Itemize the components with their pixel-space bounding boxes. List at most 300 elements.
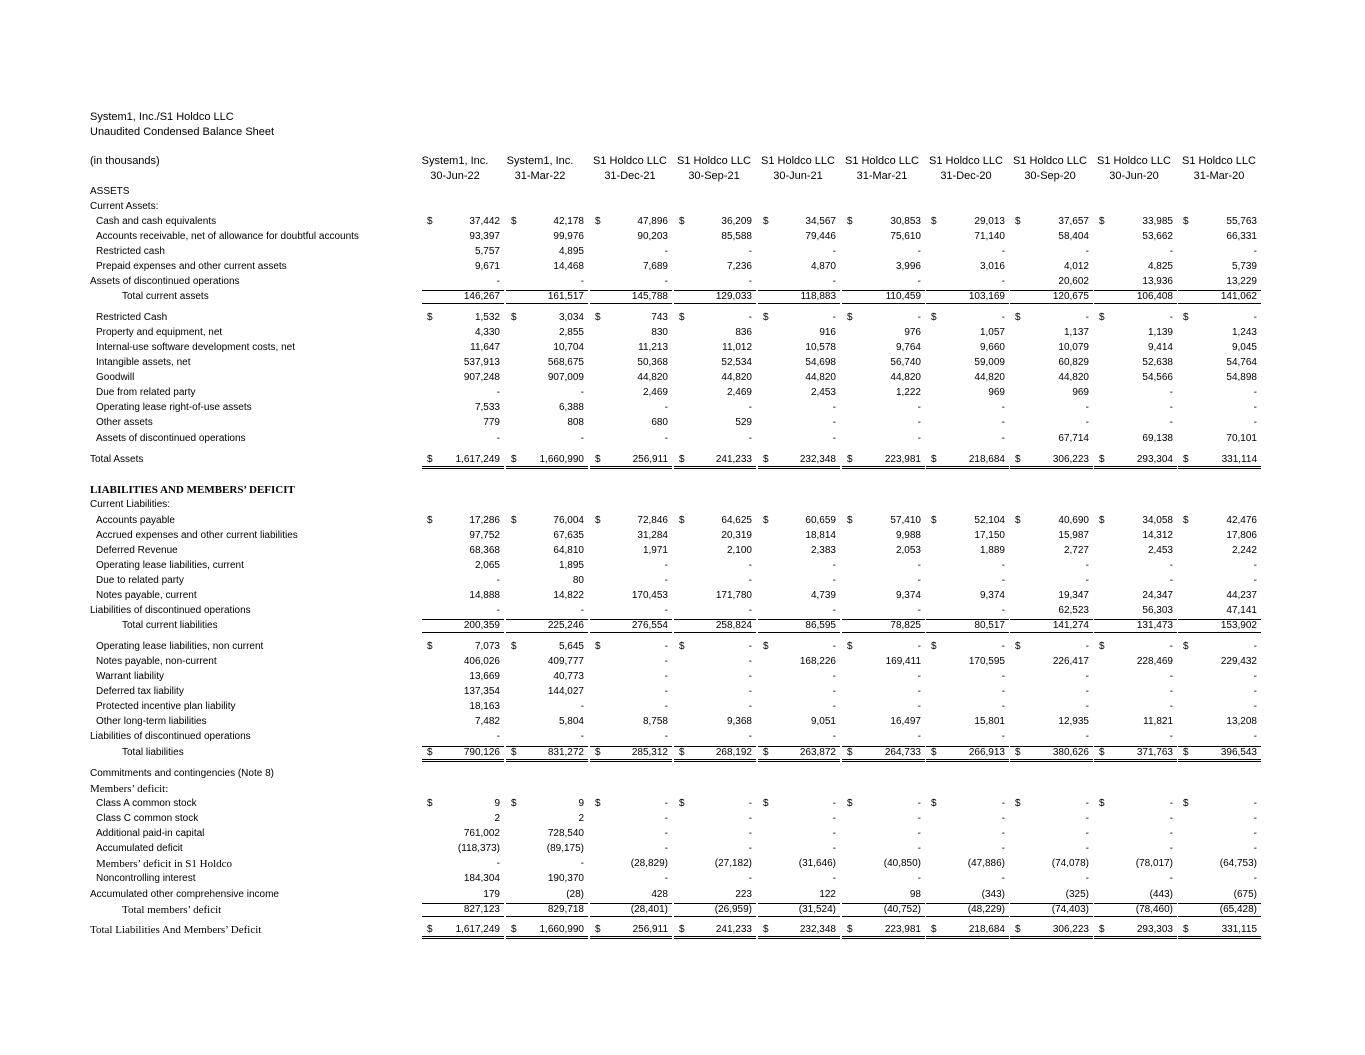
- table-cell-value: 9,374: [895, 590, 921, 601]
- table-cell-value: 11,012: [722, 342, 752, 353]
- table-cell-value: 3,996: [895, 261, 921, 272]
- table-cell-value: 223,981: [884, 924, 921, 935]
- table-cell-value: -: [748, 575, 752, 586]
- table-cell-value: -: [832, 798, 836, 809]
- table-cell-value: -: [496, 858, 500, 869]
- table-cell-value: 200,359: [463, 620, 500, 631]
- table-cell-value: -: [1169, 387, 1173, 398]
- currency-symbol: $: [679, 312, 685, 323]
- table-cell-value: -: [1253, 671, 1257, 682]
- table-cell-value: -: [1085, 798, 1089, 809]
- currency-symbol: $: [427, 515, 433, 526]
- currency-symbol: $: [427, 312, 433, 323]
- table-cell-value: -: [496, 276, 500, 287]
- row-label: Total Assets: [90, 454, 144, 465]
- rule-line: [590, 303, 672, 304]
- table-cell-value: (74,403): [1051, 904, 1089, 915]
- table-cell-value: (48,229): [967, 904, 1005, 915]
- currency-symbol: $: [1099, 924, 1105, 935]
- rule-line: [674, 746, 756, 747]
- table-cell-value: 13,936: [1142, 276, 1173, 287]
- rule-line: [842, 761, 925, 762]
- table-cell-value: -: [1001, 813, 1005, 824]
- row-label: Current Assets:: [90, 201, 159, 212]
- table-cell-value: 916: [819, 327, 836, 338]
- rule-line: [1010, 903, 1093, 904]
- currency-symbol: $: [511, 312, 517, 323]
- table-cell-value: 1,971: [642, 545, 668, 556]
- row-label: Additional paid-in capital: [96, 828, 205, 839]
- table-cell-value: -: [1169, 312, 1173, 323]
- table-cell-value: -: [832, 813, 836, 824]
- table-cell-value: 808: [567, 417, 584, 428]
- table-cell-value: 827,123: [463, 904, 500, 915]
- table-cell-value: 743: [651, 312, 668, 323]
- table-cell-value: 72,846: [637, 515, 668, 526]
- table-cell-value: -: [1169, 246, 1173, 257]
- table-cell-value: (325): [1065, 889, 1089, 900]
- table-cell-value: -: [917, 731, 921, 742]
- table-cell-value: 131,473: [1136, 620, 1173, 631]
- table-cell-value: -: [1001, 433, 1005, 444]
- rule-line: [1094, 632, 1177, 633]
- currency-symbol: $: [595, 924, 601, 935]
- table-cell-value: 36,209: [721, 216, 752, 227]
- table-cell-value: 106,408: [1136, 291, 1173, 302]
- table-cell-value: 19,347: [1058, 590, 1089, 601]
- table-cell-value: -: [496, 575, 500, 586]
- table-cell-value: 42,476: [1226, 515, 1257, 526]
- table-cell-value: -: [1169, 701, 1173, 712]
- rule-line: [1010, 761, 1093, 762]
- rule-line: [926, 290, 1009, 291]
- table-cell-value: 60,829: [1058, 357, 1089, 368]
- table-cell-value: 44,820: [974, 372, 1005, 383]
- currency-symbol: $: [679, 515, 685, 526]
- row-label: Other assets: [96, 417, 153, 428]
- table-cell-value: 78,825: [890, 620, 921, 631]
- rule-line: [590, 290, 672, 291]
- table-cell-value: 10,578: [805, 342, 836, 353]
- currency-symbol: $: [511, 515, 517, 526]
- column-header-date: 31-Mar-20: [1193, 170, 1245, 182]
- rule-line: [1094, 936, 1177, 937]
- currency-symbol: $: [1099, 747, 1105, 758]
- currency-symbol: $: [1183, 641, 1189, 652]
- table-cell-value: (65,428): [1219, 904, 1257, 915]
- table-cell-value: -: [1253, 417, 1257, 428]
- table-cell-value: 7,533: [474, 402, 500, 413]
- table-cell-value: 428: [651, 889, 668, 900]
- currency-symbol: $: [763, 216, 769, 227]
- table-cell-value: 62,523: [1058, 605, 1089, 616]
- table-cell-value: 9,045: [1231, 342, 1257, 353]
- table-cell-value: -: [1001, 276, 1005, 287]
- table-cell-value: -: [1253, 701, 1257, 712]
- table-cell-value: -: [664, 843, 668, 854]
- table-cell-value: 2: [578, 813, 584, 824]
- rule-line: [422, 303, 504, 304]
- row-label: Total members’ deficit: [122, 904, 222, 916]
- table-cell-value: 331,114: [1221, 454, 1257, 465]
- table-cell-value: 56,740: [890, 357, 921, 368]
- rule-line: [506, 916, 588, 917]
- table-cell-value: -: [1169, 843, 1173, 854]
- table-cell-value: -: [832, 828, 836, 839]
- table-cell-value: 76,004: [553, 515, 584, 526]
- table-cell-value: -: [748, 686, 752, 697]
- table-cell-value: (47,886): [967, 858, 1005, 869]
- currency-symbol: $: [679, 798, 685, 809]
- currency-symbol: $: [511, 747, 517, 758]
- row-label: Accounts receivable, net of allowance for doubtful accounts: [96, 231, 359, 242]
- table-cell-value: 537,913: [463, 357, 500, 368]
- table-cell-value: -: [1085, 701, 1089, 712]
- column-header-entity: S1 Holdco LLC: [1097, 155, 1171, 167]
- table-cell-value: -: [496, 433, 500, 444]
- table-cell-value: 20,602: [1058, 276, 1089, 287]
- table-cell-value: -: [1253, 387, 1257, 398]
- table-cell-value: 44,820: [1058, 372, 1089, 383]
- row-label: Operating lease liabilities, non current: [96, 641, 264, 652]
- rule-line: [842, 916, 925, 917]
- rule-line: [506, 619, 588, 620]
- table-cell-value: 409,777: [547, 656, 584, 667]
- table-cell-value: -: [917, 873, 921, 884]
- table-cell-value: 5,757: [474, 246, 500, 257]
- table-cell-value: -: [917, 605, 921, 616]
- table-cell-value: 229,432: [1220, 656, 1257, 667]
- table-cell-value: 18,163: [469, 701, 500, 712]
- table-cell-value: 9,414: [1147, 342, 1173, 353]
- table-cell-value: -: [917, 560, 921, 571]
- table-cell-value: -: [917, 828, 921, 839]
- rule-line: [758, 746, 840, 747]
- rule-line: [926, 916, 1009, 917]
- table-cell-value: 830: [651, 327, 668, 338]
- table-cell-value: 29,013: [974, 216, 1005, 227]
- currency-symbol: $: [931, 641, 937, 652]
- rule-line: [926, 746, 1009, 747]
- rule-line: [422, 290, 504, 291]
- table-cell-value: 226,417: [1052, 656, 1089, 667]
- row-label: Warrant liability: [96, 671, 164, 682]
- rule-line: [842, 936, 925, 937]
- table-cell-value: -: [1085, 843, 1089, 854]
- rule-line: [1010, 746, 1093, 747]
- currency-symbol: $: [1183, 454, 1189, 465]
- column-header-entity: S1 Holdco LLC: [593, 155, 667, 167]
- table-cell-value: 30,853: [890, 216, 921, 227]
- table-cell-value: 1,889: [979, 545, 1005, 556]
- table-cell-value: 9,051: [810, 716, 836, 727]
- table-cell-value: 70,101: [1226, 433, 1257, 444]
- currency-symbol: $: [595, 747, 601, 758]
- table-cell-value: -: [917, 402, 921, 413]
- table-cell-value: 2,100: [726, 545, 752, 556]
- table-cell-value: -: [832, 641, 836, 652]
- column-header-date: 31-Dec-20: [940, 170, 992, 182]
- table-cell-value: 218,684: [968, 924, 1005, 935]
- table-cell-value: -: [917, 813, 921, 824]
- row-label: Assets of discontinued operations: [96, 433, 246, 444]
- rule-line: [674, 619, 756, 620]
- table-cell-value: 1,243: [1231, 327, 1257, 338]
- table-cell-value: -: [496, 731, 500, 742]
- table-cell-value: 331,115: [1221, 924, 1257, 935]
- currency-symbol: $: [931, 747, 937, 758]
- currency-symbol: $: [511, 641, 517, 652]
- table-cell-value: 98: [909, 889, 921, 900]
- table-cell-value: 225,246: [547, 620, 584, 631]
- table-cell-value: 64,625: [721, 515, 752, 526]
- table-cell-value: 90,203: [637, 231, 668, 242]
- currency-symbol: $: [1015, 798, 1021, 809]
- currency-symbol: $: [427, 641, 433, 652]
- table-cell-value: 85,588: [721, 231, 752, 242]
- column-header-entity: S1 Holdco LLC: [1182, 155, 1256, 167]
- table-cell-value: -: [832, 246, 836, 257]
- currency-symbol: $: [1183, 747, 1189, 758]
- currency-symbol: $: [595, 798, 601, 809]
- row-label: Property and equipment, net: [96, 327, 223, 338]
- table-cell-value: 179: [483, 889, 500, 900]
- table-cell-value: 20,319: [721, 530, 752, 541]
- table-cell-value: 37,657: [1058, 216, 1089, 227]
- table-cell-value: (74,078): [1051, 858, 1089, 869]
- rule-line: [422, 619, 504, 620]
- rule-line: [842, 619, 925, 620]
- table-cell-value: -: [1169, 686, 1173, 697]
- table-cell-value: -: [917, 433, 921, 444]
- table-cell-value: 44,820: [721, 372, 752, 383]
- table-cell-value: -: [1001, 701, 1005, 712]
- table-cell-value: 2,855: [558, 327, 584, 338]
- table-cell-value: -: [1253, 873, 1257, 884]
- rule-line: [1094, 759, 1177, 760]
- statement-title: Unaudited Condensed Balance Sheet: [90, 126, 275, 138]
- table-cell-value: -: [1001, 671, 1005, 682]
- rule-line: [842, 632, 925, 633]
- table-cell-value: 137,354: [463, 686, 500, 697]
- table-cell-value: -: [917, 575, 921, 586]
- currency-symbol: $: [763, 454, 769, 465]
- table-cell-value: 15,987: [1058, 530, 1089, 541]
- rule-line: [674, 466, 756, 467]
- table-cell-value: 1,617,249: [455, 454, 500, 465]
- currency-symbol: $: [511, 798, 517, 809]
- table-cell-value: 2,383: [810, 545, 836, 556]
- table-cell-value: (78,017): [1135, 858, 1173, 869]
- rule-line: [1094, 761, 1177, 762]
- table-cell-value: (443): [1149, 889, 1173, 900]
- rule-line: [590, 466, 672, 467]
- currency-symbol: $: [595, 641, 601, 652]
- column-header-entity: System1, Inc.: [506, 155, 574, 167]
- table-cell-value: 34,058: [1142, 515, 1173, 526]
- table-cell-value: 241,233: [715, 454, 752, 465]
- table-cell-value: 5,645: [558, 641, 584, 652]
- table-cell-value: 60,659: [805, 515, 836, 526]
- table-cell-value: -: [1085, 312, 1089, 323]
- table-cell-value: 145,788: [631, 291, 668, 302]
- row-label: Prepaid expenses and other current assets: [96, 261, 287, 272]
- column-header-date: 30-Jun-22: [430, 170, 480, 182]
- table-cell-value: 1,660,990: [539, 454, 584, 465]
- table-cell-value: 761,002: [463, 828, 500, 839]
- table-cell-value: -: [832, 433, 836, 444]
- table-cell-value: -: [1085, 560, 1089, 571]
- table-cell-value: -: [832, 671, 836, 682]
- rule-line: [1178, 632, 1261, 633]
- table-cell-value: (675): [1233, 889, 1257, 900]
- table-cell-value: 223,981: [884, 454, 921, 465]
- currency-symbol: $: [931, 312, 937, 323]
- table-cell-value: 10,704: [553, 342, 584, 353]
- row-label: Accrued expenses and other current liabilities: [96, 530, 298, 541]
- table-cell-value: 969: [1072, 387, 1089, 398]
- rule-line: [758, 916, 840, 917]
- table-cell-value: 170,453: [631, 590, 668, 601]
- table-cell-value: 266,913: [968, 747, 1005, 758]
- table-cell-value: 171,780: [715, 590, 752, 601]
- table-cell-value: (78,460): [1135, 904, 1173, 915]
- table-cell-value: 9,764: [895, 342, 921, 353]
- table-cell-value: -: [748, 828, 752, 839]
- rule-line: [926, 466, 1009, 467]
- currency-symbol: $: [931, 515, 937, 526]
- table-cell-value: -: [832, 701, 836, 712]
- table-cell-value: 4,739: [810, 590, 836, 601]
- table-cell-value: 293,304: [1136, 454, 1173, 465]
- table-cell-value: 3,034: [558, 312, 584, 323]
- table-cell-value: 169,411: [885, 656, 921, 667]
- table-cell-value: -: [1085, 246, 1089, 257]
- table-cell-value: 57,410: [890, 515, 921, 526]
- currency-symbol: $: [679, 641, 685, 652]
- rule-line: [926, 938, 1009, 939]
- column-header-entity: System1, Inc.: [421, 155, 489, 167]
- table-cell-value: 680: [651, 417, 668, 428]
- table-cell-value: 2,065: [474, 560, 500, 571]
- table-cell-value: (343): [981, 889, 1005, 900]
- row-label: Total liabilities: [122, 747, 184, 758]
- table-cell-value: 40,773: [553, 671, 584, 682]
- currency-symbol: $: [847, 312, 853, 323]
- table-cell-value: 9,368: [726, 716, 752, 727]
- table-cell-value: 2,242: [1231, 545, 1257, 556]
- rule-line: [1178, 290, 1261, 291]
- column-header-date: 31-Dec-21: [604, 170, 656, 182]
- table-cell-value: -: [1085, 575, 1089, 586]
- row-label: Class C common stock: [96, 813, 199, 824]
- rule-line: [1178, 466, 1261, 467]
- table-cell-value: 14,822: [553, 590, 584, 601]
- currency-symbol: $: [847, 641, 853, 652]
- table-cell-value: -: [1169, 828, 1173, 839]
- rule-line: [926, 761, 1009, 762]
- table-cell-value: 52,638: [1142, 357, 1173, 368]
- table-cell-value: (28): [566, 889, 584, 900]
- table-cell-value: -: [496, 605, 500, 616]
- table-cell-value: -: [664, 798, 668, 809]
- table-cell-value: -: [664, 246, 668, 257]
- currency-symbol: $: [427, 454, 433, 465]
- table-cell-value: -: [748, 656, 752, 667]
- table-cell-value: -: [1085, 686, 1089, 697]
- rule-line: [842, 746, 925, 747]
- table-cell-value: (27,182): [714, 858, 752, 869]
- table-cell-value: 12,935: [1058, 716, 1089, 727]
- table-cell-value: 223: [735, 889, 752, 900]
- table-cell-value: 11,821: [1143, 716, 1173, 727]
- row-label: Total Liabilities And Members’ Deficit: [90, 924, 262, 936]
- table-cell-value: 54,764: [1226, 357, 1257, 368]
- table-cell-value: 54,698: [805, 357, 836, 368]
- rule-line: [506, 761, 588, 762]
- rule-line: [422, 903, 504, 904]
- rule-line: [590, 746, 672, 747]
- table-cell-value: -: [1253, 731, 1257, 742]
- table-cell-value: 44,820: [890, 372, 921, 383]
- table-cell-value: 529: [735, 417, 752, 428]
- table-cell-value: 1,137: [1063, 327, 1089, 338]
- table-cell-value: 103,169: [968, 291, 1005, 302]
- row-label: Total current assets: [122, 291, 209, 302]
- row-label: Cash and cash equivalents: [96, 216, 217, 227]
- rule-line: [758, 619, 840, 620]
- table-cell-value: 9: [494, 798, 500, 809]
- table-cell-value: 146,267: [463, 291, 500, 302]
- table-cell-value: 6,388: [558, 402, 584, 413]
- table-cell-value: 256,911: [632, 924, 668, 935]
- table-cell-value: 42,178: [553, 216, 584, 227]
- table-cell-value: -: [1001, 828, 1005, 839]
- row-label: Operating lease right-of-use assets: [96, 402, 252, 413]
- table-cell-value: 11,213: [638, 342, 668, 353]
- rule-line: [674, 903, 756, 904]
- row-label: Liabilities of discontinued operations: [90, 731, 251, 742]
- table-cell-value: -: [917, 417, 921, 428]
- currency-symbol: $: [931, 924, 937, 935]
- currency-symbol: $: [931, 216, 937, 227]
- rule-line: [1010, 759, 1093, 760]
- row-label: Protected incentive plan liability: [96, 701, 236, 712]
- table-cell-value: -: [1001, 686, 1005, 697]
- table-cell-value: 406,026: [463, 656, 500, 667]
- table-cell-value: -: [580, 276, 584, 287]
- table-cell-value: 168,226: [799, 656, 836, 667]
- table-cell-value: -: [832, 605, 836, 616]
- table-cell-value: 40,690: [1058, 515, 1089, 526]
- row-label: Deferred Revenue: [96, 545, 178, 556]
- table-cell-value: 129,033: [715, 291, 752, 302]
- table-cell-value: -: [748, 246, 752, 257]
- table-cell-value: -: [1001, 312, 1005, 323]
- currency-symbol: $: [679, 924, 685, 935]
- rule-line: [926, 303, 1009, 304]
- table-cell-value: 232,348: [799, 924, 836, 935]
- row-label: Noncontrolling interest: [96, 873, 196, 884]
- table-cell-value: 1,139: [1147, 327, 1173, 338]
- table-cell-value: -: [664, 276, 668, 287]
- column-header-entity: S1 Holdco LLC: [677, 155, 751, 167]
- table-cell-value: -: [748, 798, 752, 809]
- table-cell-value: 93,397: [469, 231, 500, 242]
- table-cell-value: 190,370: [547, 873, 584, 884]
- table-cell-value: (64,753): [1219, 858, 1257, 869]
- table-cell-value: -: [1001, 843, 1005, 854]
